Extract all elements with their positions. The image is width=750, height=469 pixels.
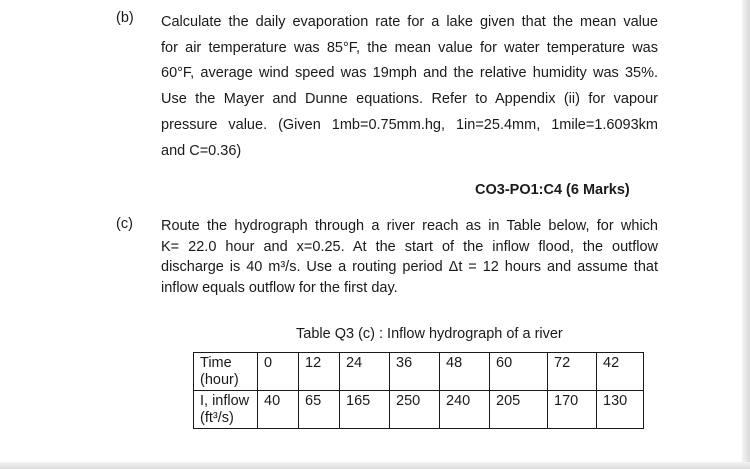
table-cell: 42 <box>597 353 644 391</box>
table-cell: 240 <box>440 391 490 429</box>
table-cell: 60 <box>490 353 548 391</box>
table-cell: 48 <box>440 353 490 391</box>
page-edge-shadow-right <box>742 0 750 469</box>
table-caption: Table Q3 (c) : Inflow hydrograph of a river <box>296 326 563 342</box>
question-c-line: Route the hydrograph through a river reach as in Table below, for which <box>161 218 658 234</box>
question-c-line: K= 22.0 hour and x=0.25. At the start of the inflow flood, the outflow <box>161 238 658 255</box>
inflow-header-unit: (ft³/s) <box>200 410 234 426</box>
page-edge-shadow-bottom <box>0 462 750 469</box>
table-cell: 40 <box>258 391 299 429</box>
question-c-line: discharge is 40 m³/s. Use a routing period Δt = 12 hours and assume that <box>161 259 658 275</box>
question-b-text <box>161 10 658 164</box>
table-cell: 165 <box>340 391 390 429</box>
table-cell: 72 <box>548 353 597 391</box>
question-b-line: pressure value. (Given 1mb=0.75mm.hg, 1in=25.4mm, 1mile=1.6093km <box>161 116 658 133</box>
question-c-label: (c) <box>116 216 133 232</box>
inflow-header-label: I, inflow <box>200 393 250 409</box>
question-b-line: 60°F, average wind speed was 19mph and the relative humidity was 35%. <box>161 65 658 82</box>
table-cell: 0 <box>258 353 299 391</box>
inflow-hydrograph-table <box>193 352 644 429</box>
question-c-text <box>161 216 658 298</box>
table-cell: 170 <box>548 391 597 429</box>
question-b-line: and C=0.36) <box>161 142 242 159</box>
table-cell: 130 <box>597 391 644 429</box>
question-b-marks: CO3-PO1:C4 (6 Marks) <box>475 182 630 198</box>
table-cell: 250 <box>390 391 440 429</box>
table-row-inflow <box>194 391 644 429</box>
inflow-header-cell <box>194 391 258 429</box>
time-header-label: Time <box>200 355 232 371</box>
question-c-line: inflow equals outflow for the first day. <box>161 279 398 296</box>
question-b-line: Calculate the daily evaporation rate for a lake given that the mean value <box>161 14 658 30</box>
question-b-line: Use the Mayer and Dunne equations. Refer to Appendix (ii) for vapour <box>161 91 658 108</box>
time-header-unit: (hour) <box>200 372 239 388</box>
question-b-line: for air temperature was 85°F, the mean value for water temperature was <box>161 39 658 56</box>
table-cell: 24 <box>340 353 390 391</box>
question-b-label: (b) <box>116 10 134 26</box>
table-cell: 205 <box>490 391 548 429</box>
table-row-time <box>194 353 644 391</box>
table-cell: 36 <box>390 353 440 391</box>
table-cell: 12 <box>299 353 340 391</box>
time-header-cell <box>194 353 258 391</box>
table-cell: 65 <box>299 391 340 429</box>
